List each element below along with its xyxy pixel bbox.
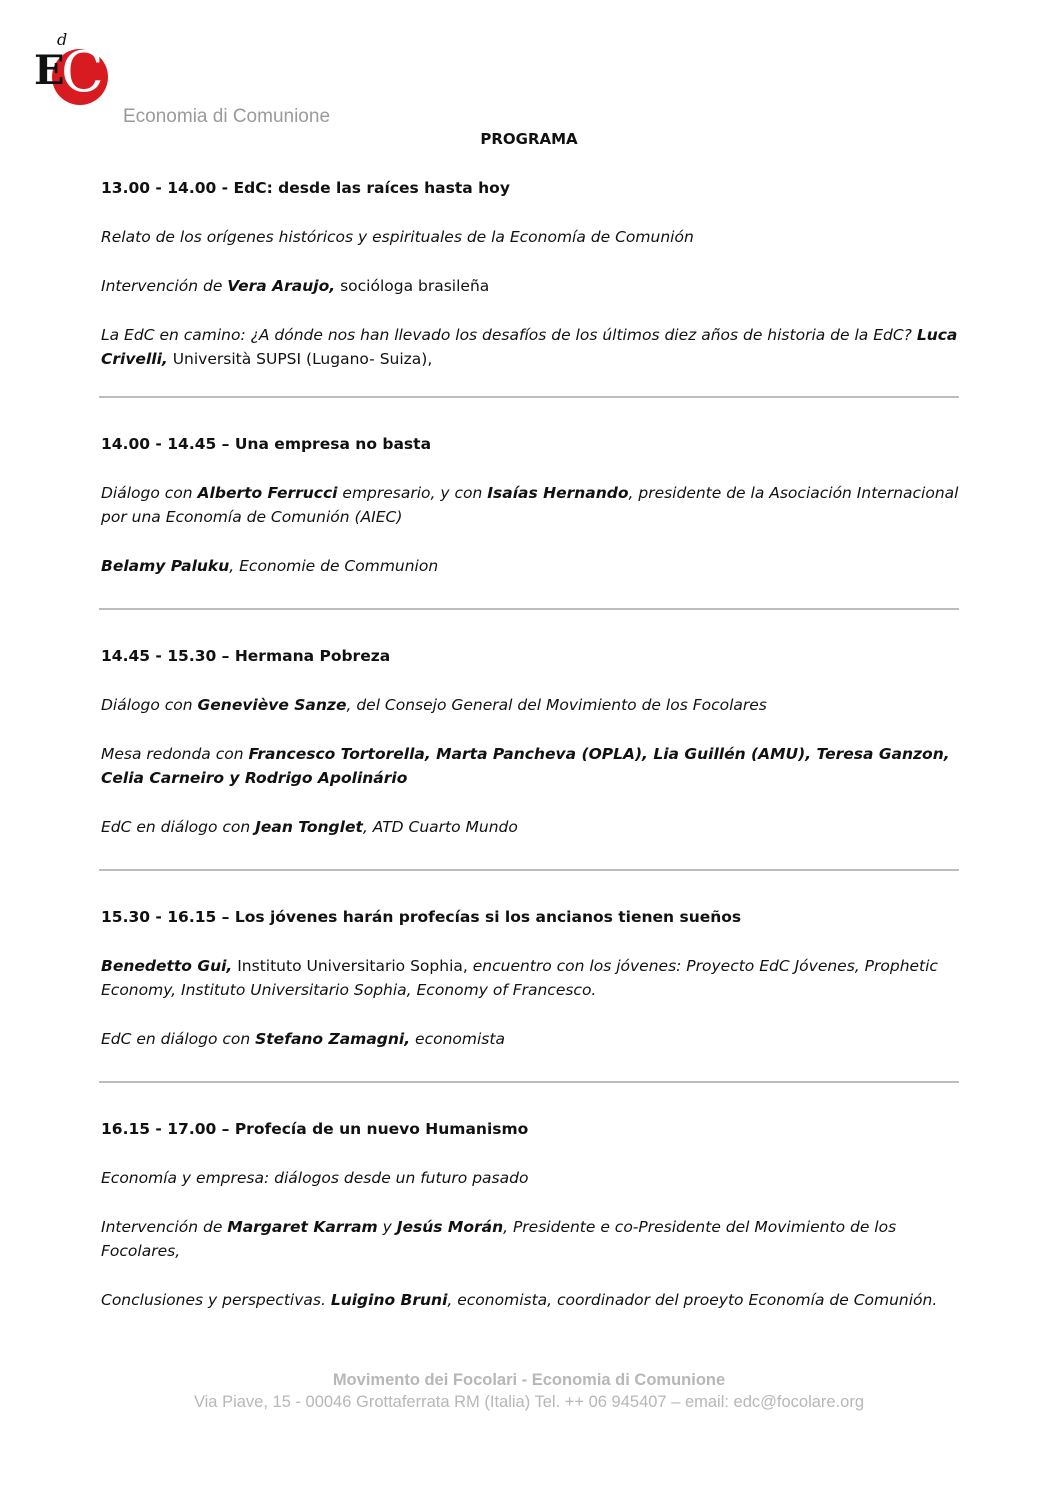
org-name: Economia di Comunione <box>123 106 331 127</box>
section-paragraph: Diálogo con Geneviève Sanze, del Consejo General del Movimiento de los Focolares <box>101 696 767 714</box>
section-paragraph: Intervención de Vera Araujo, socióloga brasileña <box>101 277 490 295</box>
speaker-name: Stefano Zamagni, <box>255 1030 411 1048</box>
page-title: PROGRAMA <box>480 130 578 148</box>
section-divider <box>99 396 959 398</box>
section-divider <box>99 608 959 610</box>
speaker-name: Geneviève Sanze <box>197 696 347 714</box>
section-paragraph: EdC en diálogo con Stefano Zamagni, economista <box>101 1030 505 1048</box>
section-heading <box>101 432 959 456</box>
speaker-name: Isaías Hernando <box>487 484 629 502</box>
speaker-name: Luigino Bruni <box>330 1291 448 1309</box>
section-heading <box>101 644 959 668</box>
section-divider <box>99 1081 959 1083</box>
section-time: 16.15 - 17.00 <box>101 1120 217 1138</box>
page-footer <box>0 1369 1058 1413</box>
speaker-name: Jesús Morán <box>396 1218 504 1236</box>
footer-address: Via Piave, 15 - 00046 Grottaferrata RM (Italia) Tel. ++ 06 945407 – email: edc@focolare.org <box>193 1393 865 1411</box>
section-paragraph: Economía y empresa: diálogos desde un futuro pasado <box>101 1169 529 1187</box>
logo-letter-c: C <box>61 40 104 105</box>
section-paragraph: EdC en diálogo con Jean Tonglet, ATD Cuarto Mundo <box>101 818 518 836</box>
section-title: EdC: desde las raíces hasta hoy <box>228 179 510 197</box>
program-content <box>101 176 959 1337</box>
speaker-name: Vera Araujo, <box>227 277 336 295</box>
speaker-names: Francesco Tortorella, Marta Pancheva (OPLA), Lia Guillén (AMU), Teresa Ganzon, Celia Carneiro y Rodrigo Apolinário <box>101 745 950 787</box>
section-title: – Una empresa no basta <box>216 435 432 453</box>
speaker-name: Luca Crivelli, <box>101 326 958 368</box>
section-paragraph: Diálogo con Alberto Ferrucci empresario, y con Isaías Hernando, presidente de la Asociación Internacional por una Economía de Comunión (AIEC) <box>101 484 959 526</box>
section-paragraph: Mesa redonda con Francesco Tortorella, Marta Pancheva (OPLA), Lia Guillén (AMU), Teresa Ganzon, Celia Carneiro y Rodrigo Apolinário <box>101 745 950 787</box>
section-paragraph: Belamy Paluku, Economie de Communion <box>101 557 439 575</box>
section-time: 15.30 - 16.15 <box>101 908 217 926</box>
section-time: 14.45 - 15.30 <box>101 647 217 665</box>
speaker-name: Belamy Paluku <box>101 557 230 575</box>
edc-logo <box>34 30 114 112</box>
section-paragraph: Relato de los orígenes históricos y espirituales de la Economía de Comunión <box>101 228 694 246</box>
section-time: 14.00 - 14.45 <box>101 435 217 453</box>
logo-letter-e: E <box>34 47 65 94</box>
footer-org: Movimento dei Focolari - Economia di Comunione <box>332 1371 726 1389</box>
section-heading <box>101 176 959 200</box>
section-divider <box>99 869 959 871</box>
section-heading <box>101 905 959 929</box>
section-title: – Hermana Pobreza <box>216 647 391 665</box>
speaker-name: Jean Tonglet <box>255 818 363 836</box>
logo-letter-d: d <box>57 30 68 49</box>
section-paragraph: Conclusiones y perspectivas. Luigino Bruni, economista, coordinador del proeyto Economía de Comunión. <box>101 1291 938 1309</box>
section-time: 13.00 - 14.00 - <box>101 179 229 197</box>
speaker-name: Alberto Ferrucci <box>197 484 338 502</box>
speaker-name: Margaret Karram <box>227 1218 378 1236</box>
section-paragraph: Benedetto Gui, Instituto Universitario Sophia, encuentro con los jóvenes: Proyecto EdC Jóvenes, Prophetic Economy, Instituto Universitario Sophia, Economy of Francesco. <box>101 957 938 999</box>
section-title: – Los jóvenes harán profecías si los ancianos tienen sueños <box>216 908 742 926</box>
section-paragraph: La EdC en camino: ¿A dónde nos han llevado los desafíos de los últimos diez años de historia de la EdC? Luca Crivelli, Università SUPSI (Lugano- Suiza), <box>101 326 958 368</box>
section-heading <box>101 1117 959 1141</box>
section-paragraph: Intervención de Margaret Karram y Jesús Morán, Presidente e co-Presidente del Movimiento de los Focolares, <box>101 1218 897 1260</box>
section-title: – Profecía de un nuevo Humanismo <box>216 1120 529 1138</box>
speaker-name: Benedetto Gui, <box>101 957 233 975</box>
